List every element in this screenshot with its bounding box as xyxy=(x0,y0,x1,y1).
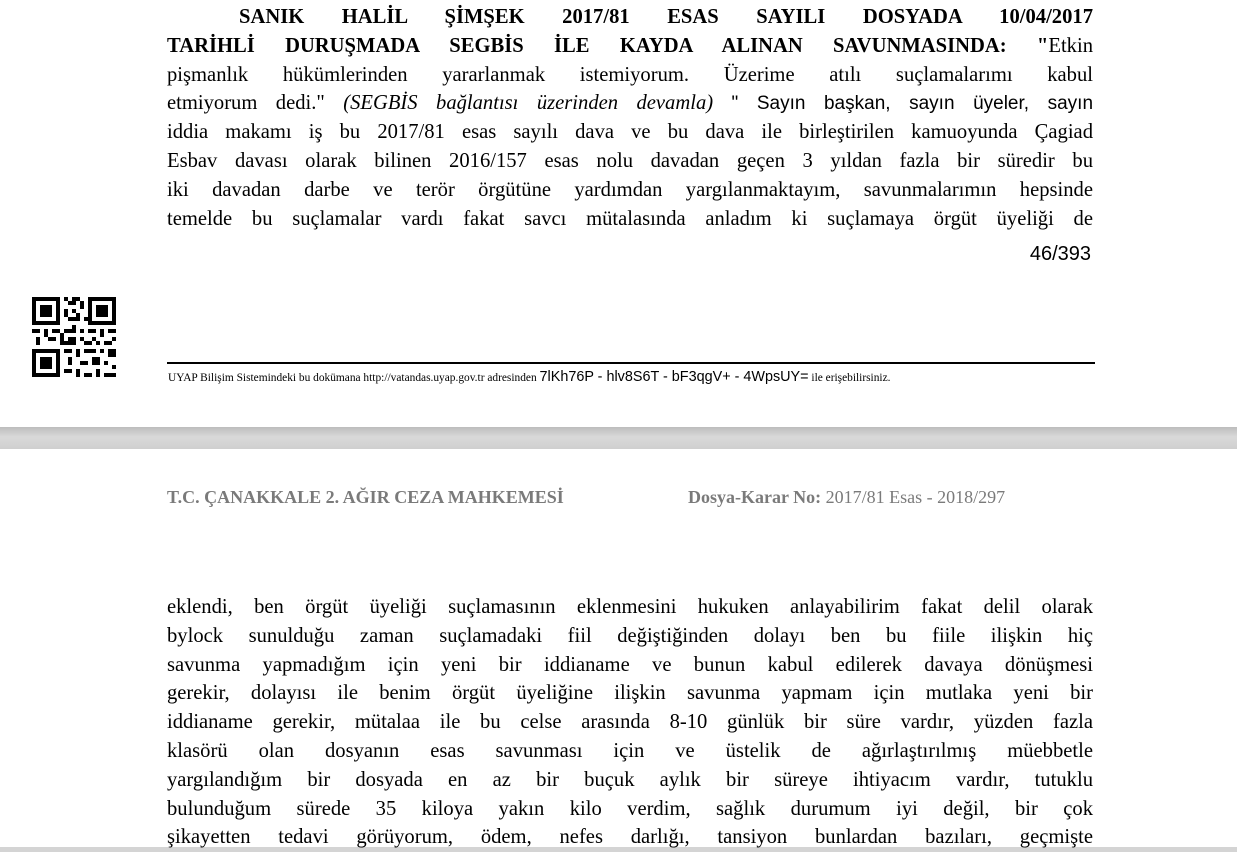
text-line: yargılandığım bir dosyada en az bir buçuk aylık bir süreye ihtiyacım vardır, tutuklu xyxy=(167,768,1093,791)
text-line: bulunduğum sürede 35 kiloya yakın kilo verdim, sağlık durumum iyi değil, bir çok xyxy=(167,797,1093,820)
text-line: bylock sunulduğu zaman suçlamadaki fiil değiştiğinden dolayı ben bu fiile ilişkin hiç xyxy=(167,624,1093,647)
text-line: Esbav davası olarak bilinen 2016/157 esas nolu davadan geçen 3 yıldan fazla bir süredir bu xyxy=(167,149,1093,172)
footer-prefix: UYAP Bilişim Sistemindeki bu dokümana http://vatandas.uyap.gov.tr adresinden xyxy=(168,372,540,384)
document-access-code: 7lKh76P - hlv8S6T - bF3qgV+ - 4WpsUY= xyxy=(539,369,809,385)
text-line: klasörü olan dosyanın esas savunması için ve üstelik de ağırlaştırılmış müebbetle xyxy=(167,739,1093,762)
page-number: 46/393 xyxy=(1029,243,1091,265)
page-separator xyxy=(0,427,1237,449)
footer-suffix: ile erişebilirsiniz. xyxy=(808,372,891,384)
case-value: 2017/81 Esas - 2018/297 xyxy=(825,487,1006,507)
text-line: iddia makamı iş bu 2017/81 esas sayılı dava ve bu dava ile birleştirilen kamuoyunda Çagiad xyxy=(167,121,1093,144)
footer-divider xyxy=(167,362,1095,364)
text-line: eklendi, ben örgüt üyeliği suçlamasının eklenmesini hukuken anlayabilirim fakat delil olarak xyxy=(167,596,1093,618)
case-number-header xyxy=(688,487,1005,508)
text-line: gerekir, dolayısı ile benim örgüt üyeliğine ilişkin savunma yapmam için mutlaka yeni bir xyxy=(167,682,1093,705)
text-line: şikayetten tedavi görüyorum, ödem, nefes darlığı, tansiyon bunlardan bazıları, geçmişte xyxy=(167,826,1093,849)
text-line: TARİHLİ DURUŞMADA SEGBİS İLE KAYDA ALINAN SAVUNMASINDA: "Etkin xyxy=(167,34,1093,57)
text-line: iddianame gerekir, mütalaa ile bu celse arasında 8-10 günlük bir süre vardır, yüzden fazla xyxy=(167,711,1093,734)
text-line: SANIK HALİL ŞİMŞEK 2017/81 ESAS SAYILI DOSYADA 10/04/2017 xyxy=(239,6,1093,28)
text-line: savunma yapmadığım için yeni bir iddianame ve bunun kabul edilerek davaya dönüşmesi xyxy=(167,653,1093,676)
text-line: etmiyorum dedi." (SEGBİS bağlantısı üzerinden devamla) " Sayın başkan, sayın üyeler, sayın xyxy=(167,92,1094,115)
text-line: temelde bu suçlamalar vardı fakat savcı mütalasında anladım ki suçlamaya örgüt üyeliği de xyxy=(167,207,1093,230)
document-page-47 xyxy=(0,449,1237,847)
text-line: pişmanlık hükümlerinden yararlanmak istemiyorum. Üzerime atılı suçlamalarımı kabul xyxy=(167,63,1093,86)
court-name-header: T.C. ÇANAKKALE 2. AĞIR CEZA MAHKEMESİ xyxy=(167,487,564,507)
text-line: iki davadan darbe ve terör örgütüne yardımdan yargılanmaktayım, savunmalarımın hepsinde xyxy=(167,178,1093,201)
qr-code-icon xyxy=(28,293,120,381)
defense-continuation-paragraph xyxy=(167,593,1093,852)
uyap-access-footer xyxy=(168,369,1093,385)
defense-statement-paragraph xyxy=(167,3,1093,233)
case-label: Dosya-Karar No: xyxy=(688,487,826,507)
